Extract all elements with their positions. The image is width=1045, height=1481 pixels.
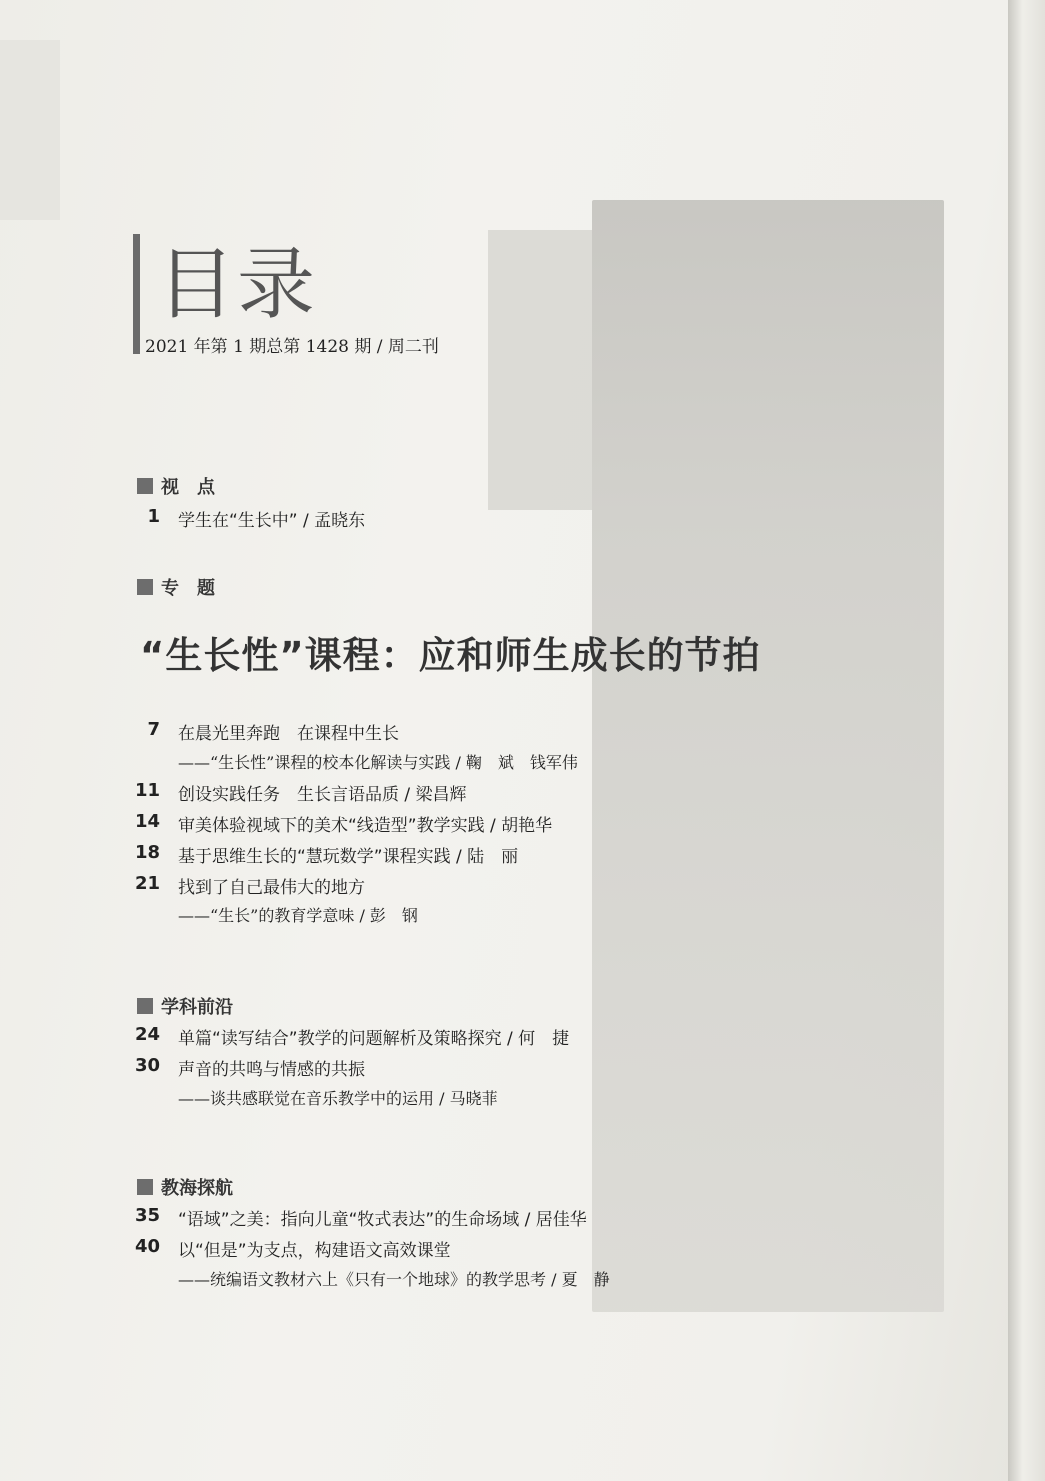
toc-entry[interactable] [120, 506, 680, 532]
section-marker [137, 1179, 153, 1195]
section-marker [137, 478, 153, 494]
page-number: 1 [147, 506, 160, 527]
entry-subtitle: ——统编语文教材六上《只有一个地球》的教学思考 / 夏 静 [178, 1270, 610, 1289]
page-spine-edge [1008, 0, 1045, 1481]
entry-title: 找到了自己最伟大的地方 [178, 878, 365, 898]
feature-title: “生长性”课程：应和师生成长的节拍 [140, 634, 761, 677]
toc-entry[interactable] [120, 873, 680, 899]
section-marker [137, 579, 153, 595]
entry-title: 声音的共鸣与情感的共振 [178, 1060, 365, 1080]
bleed-through-left [0, 40, 60, 220]
entry-subtitle: ——“生长”的教育学意味 / 彭 钢 [178, 906, 418, 925]
section-topic [137, 574, 215, 600]
section-frontier [137, 993, 233, 1019]
entry-subtitle: ——“生长性”课程的校本化解读与实践 / 鞠 斌 钱军伟 [178, 753, 578, 772]
entry-title: 基于思维生长的“慧玩数学”课程实践 / 陆 丽 [178, 847, 519, 867]
page-title: 目录 [157, 240, 318, 330]
page-number: 14 [134, 811, 160, 832]
section-label: 视 点 [161, 477, 215, 498]
entry-subtitle: ——谈共感联觉在音乐教学中的运用 / 马晓菲 [178, 1089, 498, 1108]
toc-entry[interactable] [120, 1236, 680, 1262]
toc-entry[interactable] [120, 811, 680, 837]
toc-entry[interactable] [120, 842, 680, 868]
toc-entry[interactable] [120, 1024, 680, 1050]
page-number: 11 [134, 780, 160, 801]
section-marker [137, 998, 153, 1014]
entry-title: 学生在“生长中” / 孟晓东 [178, 511, 366, 531]
section-viewpoint [137, 473, 215, 499]
entry-title: 在晨光里奔跑 在课程中生长 [178, 724, 399, 744]
page-number: 40 [134, 1236, 160, 1257]
page-number: 18 [134, 842, 160, 863]
toc-entry[interactable] [120, 1205, 680, 1231]
page-number: 21 [134, 873, 160, 894]
entry-title: 单篇“读写结合”教学的问题解析及策略探究 / 何 捷 [178, 1029, 570, 1049]
page-number: 30 [134, 1055, 160, 1076]
section-label: 教海探航 [161, 1178, 233, 1199]
section-label: 学科前沿 [161, 997, 233, 1018]
toc-entry[interactable] [120, 780, 680, 806]
section-navigation [137, 1174, 233, 1200]
bleed-through-image [592, 200, 944, 1312]
issue-info: 2021 年第 1 期总第 1428 期 / 周二刊 [145, 337, 439, 357]
toc-entry[interactable] [120, 1055, 680, 1081]
entry-title: 审美体验视域下的美术“线造型”教学实践 / 胡艳华 [178, 816, 553, 836]
toc-entry[interactable] [120, 719, 680, 745]
page-number: 35 [134, 1205, 160, 1226]
bleed-through-image-small [488, 230, 592, 510]
entry-title: 创设实践任务 生长言语品质 / 梁昌辉 [178, 785, 467, 805]
entry-title: “语域”之美：指向儿童“牧式表达”的生命场域 / 居佳华 [178, 1210, 587, 1230]
page-number: 7 [147, 719, 160, 740]
page-number: 24 [134, 1024, 160, 1045]
title-bar-decoration [133, 234, 140, 354]
entry-title: 以“但是”为支点，构建语文高效课堂 [178, 1241, 451, 1261]
section-label: 专 题 [161, 578, 215, 599]
